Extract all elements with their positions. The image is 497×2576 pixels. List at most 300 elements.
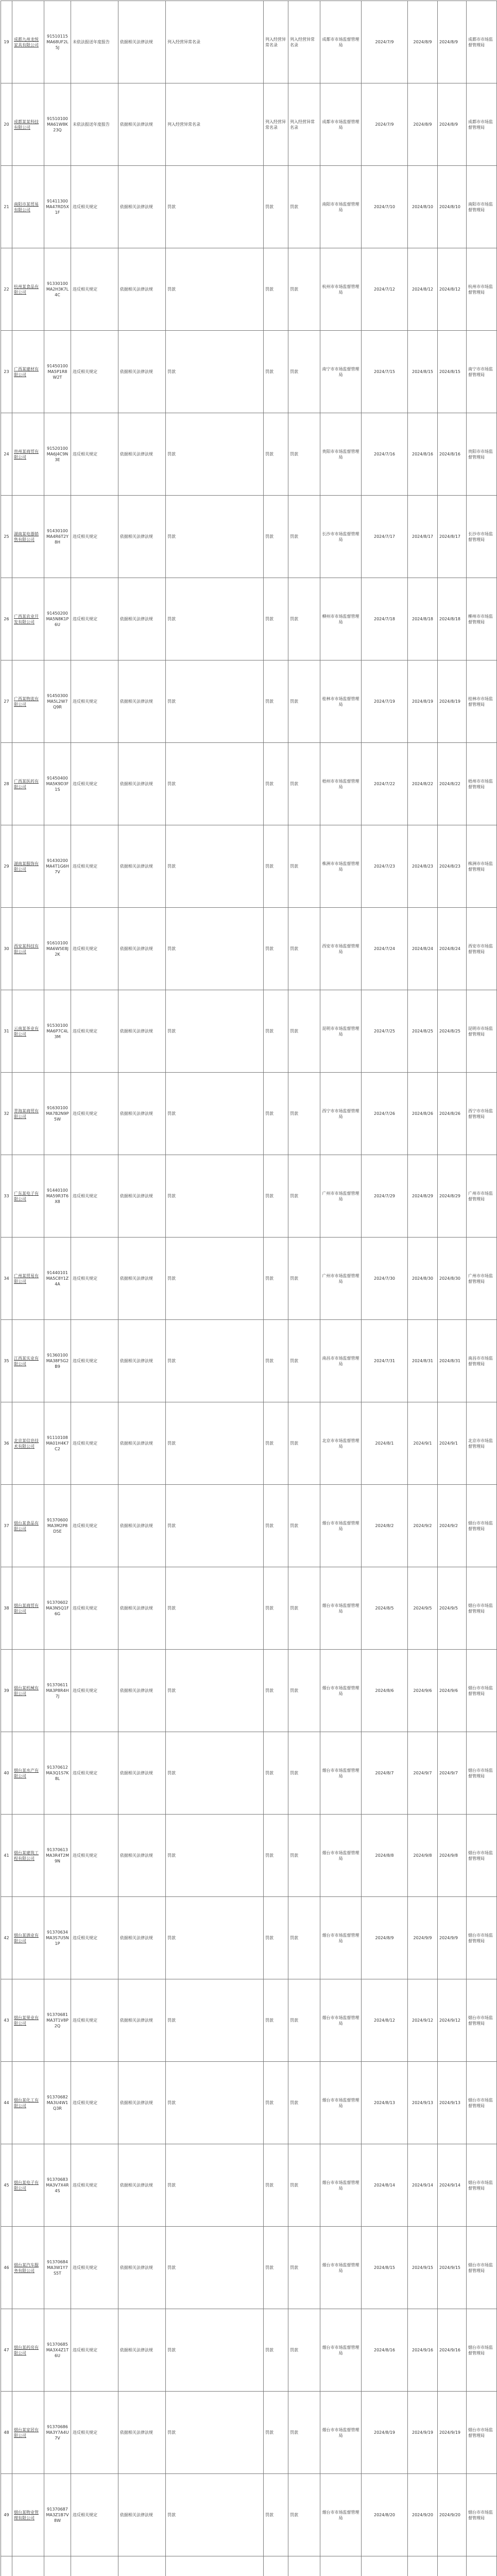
company-name[interactable]: 烟台某商贸有限公司 [12, 1567, 44, 1650]
record-row [1, 1320, 497, 1402]
penalty-content: 罚款 [166, 1650, 264, 1732]
penalty-content: 罚款 [166, 2392, 264, 2474]
expiry-date: 2024/9/19 [438, 2392, 467, 2474]
case-reason: 违反相关规定 [71, 1732, 118, 1815]
penalty-basis [118, 2556, 166, 2576]
expiry-date: 2024/8/23 [438, 825, 467, 908]
data-source: 株洲市市场监督管理局 [467, 825, 497, 908]
credit-code: 91370686MA3Y7A4U7V [44, 2392, 71, 2474]
decision-date: 2024/7/15 [362, 331, 408, 413]
penalty-amount: 罚款 [288, 2474, 320, 2556]
company-name[interactable]: 江西某实业有限公司 [12, 1320, 44, 1402]
expiry-date: 2024/8/10 [438, 166, 467, 248]
decision-agency: 南宁市市场监督管理局 [320, 331, 362, 413]
record-index: 38 [1, 1567, 12, 1650]
expiry-date: 2024/9/15 [438, 2227, 467, 2309]
publish-date: 2024/8/15 [408, 331, 438, 413]
case-reason: 违反相关规定 [71, 413, 118, 496]
publish-date: 2024/8/16 [408, 413, 438, 496]
penalty-content: 罚款 [166, 1402, 264, 1485]
penalty-content: 罚款 [166, 248, 264, 331]
records-table [1, 1, 497, 2576]
decision-date: 2024/7/22 [362, 743, 408, 825]
company-name[interactable]: 烟台某汽车服务有限公司 [12, 2227, 44, 2309]
expiry-date: 2024/9/14 [438, 2144, 467, 2227]
company-name[interactable]: 广州某贸易有限公司 [12, 1238, 44, 1320]
penalty-basis: 依据相关法律法规 [118, 1073, 166, 1155]
publish-date: 2024/8/17 [408, 496, 438, 578]
penalty-amount: 罚款 [288, 578, 320, 660]
record-index: 43 [1, 1979, 12, 2062]
decision-date: 2024/8/14 [362, 2144, 408, 2227]
penalty-type: 罚款 [264, 908, 288, 990]
record-row [1, 2392, 497, 2474]
expiry-date: 2024/9/8 [438, 1815, 467, 1897]
records-body [1, 1, 497, 2576]
record-index: 49 [1, 2474, 12, 2556]
publish-date: 2024/9/1 [408, 1402, 438, 1485]
decision-date: 2024/8/20 [362, 2474, 408, 2556]
penalty-type: 罚款 [264, 578, 288, 660]
penalty-type: 罚款 [264, 743, 288, 825]
publish-date: 2024/9/20 [408, 2474, 438, 2556]
company-name[interactable]: 烟台某药房有限公司 [12, 2309, 44, 2392]
company-name[interactable]: 南阳市某贸易有限公司 [12, 166, 44, 248]
case-reason: 违反相关规定 [71, 1897, 118, 1979]
penalty-content: 罚款 [166, 1238, 264, 1320]
decision-date: 2024/8/19 [362, 2392, 408, 2474]
credit-code: 91430200MA4T1G6H7V [44, 825, 71, 908]
expiry-date: 2024/8/31 [438, 1320, 467, 1402]
publish-date: 2024/9/19 [408, 2392, 438, 2474]
record-row [1, 825, 497, 908]
penalty-content: 罚款 [166, 825, 264, 908]
credit-code: 91370687MA3Z1B7V8W [44, 2474, 71, 2556]
penalty-type: 罚款 [264, 2227, 288, 2309]
decision-agency: 昆明市市场监督管理局 [320, 990, 362, 1073]
decision-agency: 烟台市市场监督管理局 [320, 1650, 362, 1732]
expiry-date: 2024/9/13 [438, 2062, 467, 2144]
decision-date: 2024/7/10 [362, 166, 408, 248]
penalty-basis: 依据相关法律法规 [118, 1, 166, 83]
penalty-type: 罚款 [264, 1650, 288, 1732]
penalty-amount: 罚款 [288, 1402, 320, 1485]
record-row [1, 2144, 497, 2227]
penalty-type: 罚款 [264, 660, 288, 743]
record-row [1, 578, 497, 660]
record-row [1, 1897, 497, 1979]
publish-date: 2024/9/7 [408, 1732, 438, 1815]
penalty-content: 罚款 [166, 2474, 264, 2556]
record-row [1, 1238, 497, 1320]
penalty-basis: 依据相关法律法规 [118, 1732, 166, 1815]
record-row [1, 1979, 497, 2062]
record-row [1, 2309, 497, 2392]
company-name[interactable]: 烟台某建筑工程有限公司 [12, 1815, 44, 1897]
company-name[interactable]: 广西某农业开发有限公司 [12, 578, 44, 660]
record-index: 39 [1, 1650, 12, 1732]
penalty-content: 罚款 [166, 1815, 264, 1897]
company-name[interactable]: 烟台某机械有限公司 [12, 1650, 44, 1732]
data-source: 烟台市市场监督管理局 [467, 2062, 497, 2144]
publish-date: 2024/9/15 [408, 2227, 438, 2309]
penalty-type: 罚款 [264, 1815, 288, 1897]
decision-agency: 株洲市市场监督管理局 [320, 825, 362, 908]
data-source: 南宁市市场监督管理局 [467, 331, 497, 413]
company-name[interactable]: 成都九州龙悦家具有限公司 [12, 1, 44, 83]
decision-date: 2024/8/9 [362, 1897, 408, 1979]
decision-agency: 烟台市市场监督管理局 [320, 1485, 362, 1567]
record-row [1, 1815, 497, 1897]
decision-agency: 烟台市市场监督管理局 [320, 1815, 362, 1897]
expiry-date: 2024/9/5 [438, 1567, 467, 1650]
record-index: 23 [1, 331, 12, 413]
company-name[interactable]: 广东某电子有限公司 [12, 1155, 44, 1238]
decision-agency: 贵阳市市场监督管理局 [320, 413, 362, 496]
record-row [1, 1732, 497, 1815]
penalty-content: 罚款 [166, 1155, 264, 1238]
case-reason: 违反相关规定 [71, 2144, 118, 2227]
case-reason: 违反相关规定 [71, 2309, 118, 2392]
record-index: 48 [1, 2392, 12, 2474]
penalty-amount: 罚款 [288, 2227, 320, 2309]
case-reason: 违反相关规定 [71, 1402, 118, 1485]
record-row [1, 1485, 497, 1567]
decision-date: 2024/7/23 [362, 825, 408, 908]
record-index: 28 [1, 743, 12, 825]
credit-code: 91450400MA5K9D3F1S [44, 743, 71, 825]
penalty-content: 罚款 [166, 496, 264, 578]
case-reason: 违反相关规定 [71, 496, 118, 578]
company-name[interactable]: 烟台某电子有限公司 [12, 2144, 44, 2227]
expiry-date: 2024/9/12 [438, 1979, 467, 2062]
company-name[interactable]: 成都某某科技有限公司 [12, 83, 44, 166]
penalty-basis: 依据相关法律法规 [118, 1650, 166, 1732]
publish-date: 2024/8/9 [408, 83, 438, 166]
penalty-amount: 罚款 [288, 496, 320, 578]
data-source: 广州市市场监督管理局 [467, 1155, 497, 1238]
penalty-amount: 罚款 [288, 990, 320, 1073]
penalty-basis: 依据相关法律法规 [118, 2392, 166, 2474]
penalty-content: 罚款 [166, 413, 264, 496]
data-source: 柳州市市场监督管理局 [467, 578, 497, 660]
record-index: 26 [1, 578, 12, 660]
record-row [1, 413, 497, 496]
penalty-basis: 依据相关法律法规 [118, 1155, 166, 1238]
penalty-type: 罚款 [264, 1073, 288, 1155]
publish-date: 2024/9/13 [408, 2062, 438, 2144]
record-row [1, 331, 497, 413]
data-source: 成都市市场监督管理局 [467, 83, 497, 166]
penalty-type: 罚款 [264, 1897, 288, 1979]
record-index: 41 [1, 1815, 12, 1897]
penalty-amount: 罚款 [288, 1238, 320, 1320]
penalty-basis: 依据相关法律法规 [118, 990, 166, 1073]
penalty-amount: 罚款 [288, 166, 320, 248]
company-name[interactable]: 烟台某果业有限公司 [12, 1979, 44, 2062]
decision-date: 2024/7/9 [362, 83, 408, 166]
penalty-type: 罚款 [264, 496, 288, 578]
penalty-basis: 依据相关法律法规 [118, 1238, 166, 1320]
credit-code: 91450300MA5L2W7Q9R [44, 660, 71, 743]
decision-agency: 柳州市市场监督管理局 [320, 578, 362, 660]
penalty-basis: 依据相关法律法规 [118, 2062, 166, 2144]
company-name[interactable]: 广西某物流有限公司 [12, 660, 44, 743]
case-reason: 违反相关规定 [71, 2062, 118, 2144]
penalty-amount: 罚款 [288, 1815, 320, 1897]
decision-agency: 烟台市市场监督管理局 [320, 2309, 362, 2392]
company-name[interactable]: 烟台某物业管理有限公司 [12, 2474, 44, 2556]
decision-date: 2024/8/2 [362, 1485, 408, 1567]
data-source: 西宁市市场监督管理局 [467, 1073, 497, 1155]
record-row [1, 166, 497, 248]
penalty-type: 罚款 [264, 331, 288, 413]
penalty-content: 罚款 [166, 2309, 264, 2392]
penalty-basis: 依据相关法律法规 [118, 166, 166, 248]
record-row [1, 660, 497, 743]
decision-date: 2024/7/16 [362, 413, 408, 496]
case-reason: 违反相关规定 [71, 660, 118, 743]
company-name[interactable] [12, 2556, 44, 2576]
record-index: 45 [1, 2144, 12, 2227]
record-row [1, 2062, 497, 2144]
record-index: 33 [1, 1155, 12, 1238]
data-source: 西安市市场监督管理局 [467, 908, 497, 990]
case-reason: 违反相关规定 [71, 1567, 118, 1650]
company-name[interactable]: 北京某信息技术有限公司 [12, 1402, 44, 1485]
expiry-date: 2024/8/29 [438, 1155, 467, 1238]
penalty-type: 罚款 [264, 1567, 288, 1650]
penalty-type: 列入经营异常名录 [264, 1, 288, 83]
expiry-date: 2024/8/16 [438, 413, 467, 496]
case-reason: 违反相关规定 [71, 1485, 118, 1567]
company-name[interactable]: 烟台某家居有限公司 [12, 2392, 44, 2474]
publish-date: 2024/9/9 [408, 1897, 438, 1979]
penalty-content: 罚款 [166, 578, 264, 660]
data-source: 成都市市场监督管理局 [467, 1, 497, 83]
expiry-date: 2024/8/24 [438, 908, 467, 990]
credit-code: 91440100MA59R3T6X8 [44, 1155, 71, 1238]
record-row [1, 990, 497, 1073]
expiry-date: 2024/8/22 [438, 743, 467, 825]
penalty-basis: 依据相关法律法规 [118, 1485, 166, 1567]
data-source: 烟台市市场监督管理局 [467, 2144, 497, 2227]
penalty-content: 列入经营异常名录 [166, 1, 264, 83]
penalty-amount: 罚款 [288, 2062, 320, 2144]
case-reason [71, 2556, 118, 2576]
penalty-amount: 罚款 [288, 825, 320, 908]
publish-date: 2024/8/31 [408, 1320, 438, 1402]
penalty-content: 罚款 [166, 1979, 264, 2062]
penalty-type: 罚款 [264, 2144, 288, 2227]
decision-agency: 烟台市市场监督管理局 [320, 2474, 362, 2556]
record-index: 29 [1, 825, 12, 908]
decision-agency: 烟台市市场监督管理局 [320, 1979, 362, 2062]
penalty-basis: 依据相关法律法规 [118, 1402, 166, 1485]
decision-agency: 成都市市场监督管理局 [320, 83, 362, 166]
decision-date: 2024/7/25 [362, 990, 408, 1073]
penalty-type: 罚款 [264, 1155, 288, 1238]
publish-date: 2024/8/29 [408, 1155, 438, 1238]
credit-code: 91630100MA7B2N9P5W [44, 1073, 71, 1155]
record-row [1, 248, 497, 331]
case-reason: 违反相关规定 [71, 743, 118, 825]
penalty-content: 罚款 [166, 908, 264, 990]
case-reason: 违反相关规定 [71, 2474, 118, 2556]
expiry-date: 2024/8/17 [438, 496, 467, 578]
company-name[interactable]: 贵州某商贸有限公司 [12, 413, 44, 496]
credit-code: 91370681MA3T1V8P2Q [44, 1979, 71, 2062]
company-name[interactable]: 云南某茶业有限公司 [12, 990, 44, 1073]
company-name[interactable]: 湖南某电器销售有限公司 [12, 496, 44, 578]
credit-code: 91370684MA3W1Y7S5T [44, 2227, 71, 2309]
data-source: 烟台市市场监督管理局 [467, 1979, 497, 2062]
penalty-type: 罚款 [264, 1485, 288, 1567]
publish-date: 2024/9/12 [408, 1979, 438, 2062]
decision-date: 2024/7/17 [362, 496, 408, 578]
expiry-date: 2024/8/26 [438, 1073, 467, 1155]
penalty-type: 罚款 [264, 1979, 288, 2062]
penalty-content: 罚款 [166, 990, 264, 1073]
decision-agency: 长沙市市场监督管理局 [320, 496, 362, 578]
company-name[interactable]: 烟台某化工有限公司 [12, 2062, 44, 2144]
publish-date: 2024/8/30 [408, 1238, 438, 1320]
penalty-amount: 罚款 [288, 660, 320, 743]
record-index: 35 [1, 1320, 12, 1402]
penalty-type: 罚款 [264, 2309, 288, 2392]
penalty-type: 罚款 [264, 248, 288, 331]
decision-date: 2024/7/9 [362, 1, 408, 83]
publish-date: 2024/8/24 [408, 908, 438, 990]
penalty-amount: 罚款 [288, 1897, 320, 1979]
record-index: 19 [1, 1, 12, 83]
decision-date: 2024/8/15 [362, 2227, 408, 2309]
record-row [1, 1, 497, 83]
case-reason: 违反相关规定 [71, 578, 118, 660]
penalty-content: 列入经营异常名录 [166, 83, 264, 166]
record-row [1, 1402, 497, 1485]
decision-date: 2024/7/30 [362, 1238, 408, 1320]
penalty-content: 罚款 [166, 743, 264, 825]
company-name[interactable]: 青海某商贸有限公司 [12, 1073, 44, 1155]
credit-code: 91510115MA68UF2L5J [44, 1, 71, 83]
decision-agency: 烟台市市场监督管理局 [320, 1897, 362, 1979]
credit-code: 91370682MA3U4W1Q3R [44, 2062, 71, 2144]
record-index: 25 [1, 496, 12, 578]
record-index: 47 [1, 2309, 12, 2392]
company-name[interactable]: 湖南某服饰有限公司 [12, 825, 44, 908]
publish-date: 2024/9/14 [408, 2144, 438, 2227]
credit-code: 91370685MA3X4Z1T6U [44, 2309, 71, 2392]
case-reason: 违反相关规定 [71, 1979, 118, 2062]
company-name[interactable]: 烟台某水产有限公司 [12, 1732, 44, 1815]
publish-date: 2024/8/18 [408, 578, 438, 660]
penalty-amount: 罚款 [288, 1485, 320, 1567]
credit-code: 91510100MA61W8K23Q [44, 83, 71, 166]
penalty-amount: 罚款 [288, 908, 320, 990]
company-name[interactable]: 烟台某酒业有限公司 [12, 1897, 44, 1979]
data-source: 长沙市市场监督管理局 [467, 496, 497, 578]
record-index: 31 [1, 990, 12, 1073]
penalty-amount: 列入经营异常名录 [288, 1, 320, 83]
company-name[interactable]: 广西某医药有限公司 [12, 743, 44, 825]
case-reason: 未依法报送年度报告 [71, 1, 118, 83]
penalty-content: 罚款 [166, 2227, 264, 2309]
data-source: 昆明市市场监督管理局 [467, 990, 497, 1073]
company-name[interactable]: 杭州某食品有限公司 [12, 248, 44, 331]
data-source: 杭州市市场监督管理局 [467, 248, 497, 331]
record-index: 36 [1, 1402, 12, 1485]
penalty-type: 罚款 [264, 413, 288, 496]
penalty-amount: 罚款 [288, 1320, 320, 1402]
penalty-content: 罚款 [166, 1732, 264, 1815]
credit-code: 91450100MA5P1R8W2T [44, 331, 71, 413]
expiry-date: 2024/9/1 [438, 1402, 467, 1485]
penalty-type: 罚款 [264, 1732, 288, 1815]
record-index: 42 [1, 1897, 12, 1979]
penalty-type: 罚款 [264, 1402, 288, 1485]
decision-agency: 梧州市市场监督管理局 [320, 743, 362, 825]
expiry-date: 2024/8/12 [438, 248, 467, 331]
decision-date: 2024/8/12 [362, 1979, 408, 2062]
decision-date: 2024/7/19 [362, 660, 408, 743]
decision-agency: 烟台市市场监督管理局 [320, 2062, 362, 2144]
expiry-date: 2024/8/25 [438, 990, 467, 1073]
credit-code: 91370612MA3Q1S7K8L [44, 1732, 71, 1815]
credit-code: 91370613MA3R4T2M9N [44, 1815, 71, 1897]
penalty-amount: 罚款 [288, 743, 320, 825]
record-row [1, 1650, 497, 1732]
decision-agency: 烟台市市场监督管理局 [320, 2392, 362, 2474]
credit-code: 91530100MA6P7C4L3M [44, 990, 71, 1073]
penalty-basis: 依据相关法律法规 [118, 908, 166, 990]
penalty-basis: 依据相关法律法规 [118, 1979, 166, 2062]
decision-agency: 南昌市市场监督管理局 [320, 1320, 362, 1402]
decision-agency: 杭州市市场监督管理局 [320, 248, 362, 331]
decision-agency [320, 2556, 362, 2576]
company-name[interactable]: 广西某建材有限公司 [12, 331, 44, 413]
company-name[interactable]: 烟台某食品有限公司 [12, 1485, 44, 1567]
penalty-amount: 罚款 [288, 2392, 320, 2474]
record-row [1, 1567, 497, 1650]
data-source: 广州市市场监督管理局 [467, 1238, 497, 1320]
credit-code: 91370602MA3N5Q1F6G [44, 1567, 71, 1650]
expiry-date: 2024/8/18 [438, 578, 467, 660]
penalty-basis: 依据相关法律法规 [118, 1320, 166, 1402]
expiry-date: 2024/9/20 [438, 2474, 467, 2556]
record-index: 32 [1, 1073, 12, 1155]
credit-code: 91370611MA3P8R4H7J [44, 1650, 71, 1732]
record-index: 20 [1, 83, 12, 166]
decision-date [362, 2556, 408, 2576]
record-index: 40 [1, 1732, 12, 1815]
record-index: 21 [1, 166, 12, 248]
penalty-basis: 依据相关法律法规 [118, 331, 166, 413]
penalty-content: 罚款 [166, 1073, 264, 1155]
credit-code: 91370634MA3S7U5N1P [44, 1897, 71, 1979]
case-reason: 违反相关规定 [71, 908, 118, 990]
penalty-amount: 罚款 [288, 1732, 320, 1815]
penalty-content: 罚款 [166, 1320, 264, 1402]
company-name[interactable]: 西安某科技有限公司 [12, 908, 44, 990]
penalty-amount: 罚款 [288, 331, 320, 413]
record-row [1, 83, 497, 166]
penalty-amount: 罚款 [288, 1073, 320, 1155]
credit-code: 91370600MA3M2P8D5E [44, 1485, 71, 1567]
penalty-basis: 依据相关法律法规 [118, 1815, 166, 1897]
record-row [1, 2227, 497, 2309]
publish-date: 2024/9/6 [408, 1650, 438, 1732]
